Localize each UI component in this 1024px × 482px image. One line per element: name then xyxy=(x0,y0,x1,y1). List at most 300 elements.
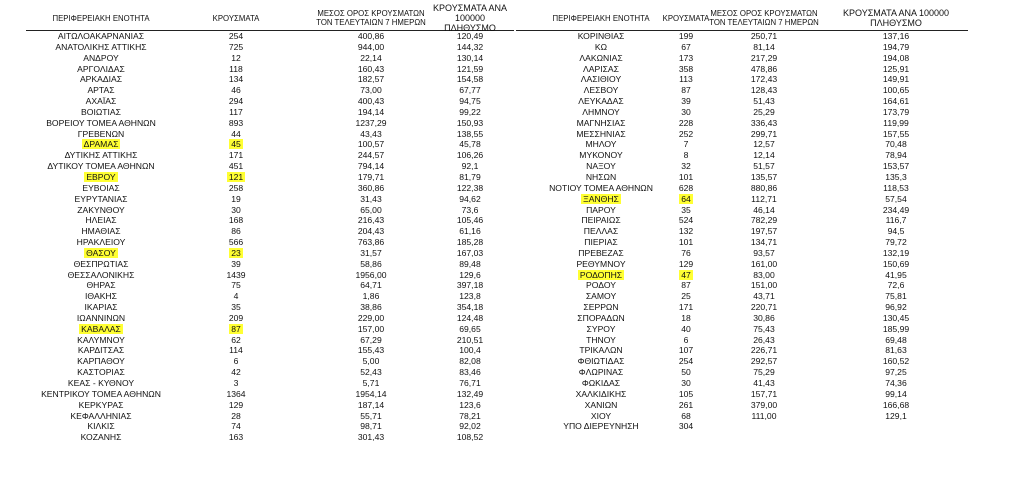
avg7-cell-text: 782,29 xyxy=(750,215,778,226)
cases-cell xyxy=(206,85,266,96)
table-row xyxy=(26,161,514,172)
region-cell-text: ΕΥΒΟΙΑΣ xyxy=(82,182,120,193)
region-cell-text: ΝΑΞΟΥ xyxy=(586,161,616,172)
avg7-cell-text: 244,57 xyxy=(357,150,385,161)
avg7-cell xyxy=(316,421,426,432)
region-cell xyxy=(26,183,176,194)
region-cell-text: ΔΥΤΙΚΗΣ ΑΤΤΙΚΗΣ xyxy=(64,150,138,161)
per100k-cell-text: 97,25 xyxy=(885,367,907,378)
per100k-cell xyxy=(426,215,514,226)
table-row xyxy=(26,226,514,237)
avg7-cell xyxy=(704,74,824,85)
avg7-cell-text: 1954,14 xyxy=(355,388,387,399)
table-row xyxy=(516,53,968,64)
region-cell-text: ΚΑΛΥΜΝΟΥ xyxy=(77,334,125,345)
cases-cell-text: 566 xyxy=(228,237,244,248)
region-cell xyxy=(26,313,176,324)
table-row xyxy=(26,129,514,140)
region-cell xyxy=(26,74,176,85)
avg7-cell xyxy=(704,118,824,129)
avg7-cell xyxy=(316,74,426,85)
per100k-cell xyxy=(824,313,968,324)
region-cell-text: ΜΑΓΝΗΣΙΑΣ xyxy=(576,117,626,128)
region-cell-text: ΙΚΑΡΙΑΣ xyxy=(84,302,118,313)
avg7-cell xyxy=(704,31,824,42)
table-row xyxy=(516,183,968,194)
avg7-cell xyxy=(316,150,426,161)
per100k-cell-text: 118,53 xyxy=(883,182,909,193)
cases-cell xyxy=(206,378,266,389)
per100k-cell xyxy=(426,270,514,281)
table-row xyxy=(516,324,968,335)
region-cell-text: ΑΙΤΩΛΟΑΚΑΡΝΑΝΙΑΣ xyxy=(57,31,145,41)
per100k-cell xyxy=(426,129,514,140)
header-per100k-line2: ΠΛΗΘΥΣΜΟ xyxy=(444,23,496,33)
table-row xyxy=(516,129,968,140)
per100k-cell xyxy=(426,42,514,53)
avg7-cell xyxy=(704,129,824,140)
region-cell-text: ΚΕΦΑΛΛΗΝΙΑΣ xyxy=(70,410,132,421)
per100k-cell-text: 74,36 xyxy=(885,378,907,388)
per100k-cell xyxy=(426,183,514,194)
cases-cell-text: 30 xyxy=(231,204,241,215)
table-row xyxy=(26,313,514,324)
cases-cell-text: 134 xyxy=(228,74,244,85)
cases-cell-text: 75 xyxy=(231,280,241,291)
cases-cell xyxy=(206,324,266,335)
per100k-cell-text: 123,6 xyxy=(459,399,481,410)
region-cell-text: ΦΘΙΩΤΙΔΑΣ xyxy=(577,356,625,367)
avg7-cell-text: 880,86 xyxy=(750,182,778,193)
table-row xyxy=(26,183,514,194)
avg7-cell-text: 250,71 xyxy=(750,31,778,41)
avg7-cell xyxy=(704,389,824,400)
avg7-cell xyxy=(704,161,824,172)
region-cell-text: ΗΜΑΘΙΑΣ xyxy=(81,226,121,237)
right-table-body xyxy=(516,31,968,432)
left-table-body xyxy=(26,31,514,443)
per100k-cell-text: 185,28 xyxy=(456,237,484,248)
cases-cell-text: 67 xyxy=(681,41,691,52)
cases-cell xyxy=(206,226,266,237)
per100k-cell xyxy=(426,411,514,422)
per100k-cell xyxy=(824,345,968,356)
avg7-cell xyxy=(704,345,824,356)
region-cell-text: ΕΒΡΟΥ xyxy=(86,171,116,182)
table-row xyxy=(26,324,514,335)
avg7-cell xyxy=(316,31,426,42)
avg7-cell-text: 64,71 xyxy=(360,280,382,291)
region-cell-text: ΘΑΣΟΥ xyxy=(86,247,116,258)
avg7-cell xyxy=(316,172,426,183)
region-cell xyxy=(26,118,176,129)
cases-cell-text: 171 xyxy=(678,302,694,313)
per100k-cell-text: 72,6 xyxy=(887,280,905,291)
per100k-cell-text: 94,5 xyxy=(887,226,905,237)
cases-cell-text: 228 xyxy=(678,117,694,128)
avg7-cell xyxy=(316,389,426,400)
avg7-cell xyxy=(316,226,426,237)
avg7-cell xyxy=(316,161,426,172)
cases-cell-text: 87 xyxy=(231,323,241,334)
cases-cell-text: 168 xyxy=(228,215,244,226)
cases-cell-text: 451 xyxy=(228,161,244,172)
region-cell-text: ΣΥΡΟΥ xyxy=(586,323,616,334)
cases-cell-text: 45 xyxy=(231,139,241,150)
per100k-cell xyxy=(426,356,514,367)
per100k-cell xyxy=(426,335,514,346)
per100k-cell xyxy=(426,313,514,324)
per100k-cell-text: 354,18 xyxy=(456,302,484,313)
cases-cell-text: 32 xyxy=(681,161,691,172)
header-per100k xyxy=(426,3,514,33)
header-cases xyxy=(206,6,266,30)
table-row xyxy=(516,226,968,237)
per100k-cell xyxy=(426,118,514,129)
cases-cell-text: 19 xyxy=(231,193,241,204)
cases-cell xyxy=(206,302,266,313)
region-cell-text: ΒΟΙΩΤΙΑΣ xyxy=(81,106,121,117)
table-row xyxy=(26,31,514,42)
region-cell-text: ΧΑΛΚΙΔΙΚΗΣ xyxy=(575,388,627,399)
avg7-cell xyxy=(704,42,824,53)
region-cell xyxy=(26,205,176,216)
avg7-cell-text: 292,57 xyxy=(750,356,778,367)
per100k-cell-text: 167,03 xyxy=(456,247,484,258)
per100k-cell xyxy=(824,215,968,226)
table-row xyxy=(516,421,968,432)
avg7-cell xyxy=(316,291,426,302)
per100k-cell-text: 125,91 xyxy=(882,63,910,74)
table-row xyxy=(516,96,968,107)
per100k-cell-text: 92,02 xyxy=(459,421,481,432)
avg7-cell-text: 26,43 xyxy=(753,334,775,345)
cases-cell-text: 114 xyxy=(229,345,243,356)
per100k-cell xyxy=(426,432,514,443)
avg7-cell xyxy=(704,378,824,389)
avg7-cell-text: 179,71 xyxy=(357,171,385,182)
per100k-cell xyxy=(824,302,968,313)
per100k-cell-text: 78,94 xyxy=(885,150,907,161)
region-cell-text: ΜΗΛΟΥ xyxy=(585,139,617,150)
per100k-cell xyxy=(426,389,514,400)
avg7-cell-text: 194,14 xyxy=(357,106,385,117)
avg7-cell-text: 128,43 xyxy=(750,85,778,96)
header-per100k xyxy=(824,6,968,30)
region-cell xyxy=(26,356,176,367)
per100k-cell xyxy=(824,64,968,75)
region-cell-text: ΦΩΚΙΔΑΣ xyxy=(581,378,621,388)
table-row xyxy=(516,280,968,291)
per100k-cell-text: 121,59 xyxy=(456,63,484,74)
region-cell-text: ΡΟΔΟΠΗΣ xyxy=(579,269,623,280)
table-row xyxy=(26,389,514,400)
region-cell xyxy=(26,42,176,53)
per100k-cell-text: 75,81 xyxy=(885,291,907,302)
avg7-cell-text: 31,43 xyxy=(360,193,382,204)
avg7-cell-text: 229,00 xyxy=(357,312,385,323)
per100k-cell-text: 129,1 xyxy=(885,410,907,421)
per100k-cell-text: 67,77 xyxy=(459,85,481,96)
cases-cell-text: 39 xyxy=(231,258,241,269)
region-cell-text: ΚΕΡΚΥΡΑΣ xyxy=(78,399,124,410)
avg7-cell-text: 67,29 xyxy=(360,334,382,345)
avg7-cell xyxy=(316,356,426,367)
avg7-cell xyxy=(704,194,824,205)
per100k-cell xyxy=(426,31,514,42)
right-table xyxy=(516,6,968,432)
region-cell-text: ΚΑΡΔΙΤΣΑΣ xyxy=(77,345,125,356)
cases-cell-text: 101 xyxy=(678,237,694,248)
avg7-cell xyxy=(704,64,824,75)
per100k-cell-text: 132,19 xyxy=(882,247,910,258)
table-row xyxy=(516,302,968,313)
cases-cell xyxy=(206,389,266,400)
avg7-cell-text: 172,43 xyxy=(750,74,778,85)
avg7-cell xyxy=(316,42,426,53)
table-row xyxy=(26,172,514,183)
avg7-cell xyxy=(316,280,426,291)
per100k-cell-text: 234,49 xyxy=(882,204,910,215)
avg7-cell-text: 134,71 xyxy=(750,237,778,248)
table-row xyxy=(516,248,968,259)
per100k-cell xyxy=(824,421,968,432)
table-row xyxy=(516,291,968,302)
cases-cell-text: 68 xyxy=(681,410,691,421)
avg7-cell xyxy=(704,183,824,194)
per100k-cell-text: 106,26 xyxy=(456,150,484,161)
avg7-cell-text: 5,00 xyxy=(362,356,380,367)
avg7-cell-text: 763,86 xyxy=(357,237,385,248)
cases-cell xyxy=(206,356,266,367)
avg7-cell xyxy=(316,96,426,107)
cases-cell xyxy=(206,291,266,302)
per100k-cell xyxy=(426,161,514,172)
table-row xyxy=(26,400,514,411)
avg7-cell xyxy=(704,237,824,248)
per100k-cell-text: 78,21 xyxy=(459,410,481,421)
avg7-cell-text: 43,71 xyxy=(753,291,775,302)
region-cell-text: ΜΕΣΣΗΝΙΑΣ xyxy=(576,128,626,139)
table-row xyxy=(26,42,514,53)
cases-cell-text: 87 xyxy=(681,280,691,291)
avg7-cell-text: 51,43 xyxy=(753,96,775,107)
per100k-cell xyxy=(824,400,968,411)
avg7-cell-text: 55,71 xyxy=(360,410,382,421)
per100k-cell xyxy=(824,194,968,205)
table-row xyxy=(26,291,514,302)
per100k-cell-text: 153,57 xyxy=(882,161,910,172)
region-cell-text: ΑΝΔΡΟΥ xyxy=(83,52,119,63)
region-cell-text: ΙΘΑΚΗΣ xyxy=(85,291,117,302)
table-row xyxy=(516,205,968,216)
region-cell xyxy=(26,129,176,140)
table-row xyxy=(26,139,514,150)
avg7-cell xyxy=(704,400,824,411)
per100k-cell xyxy=(426,378,514,389)
avg7-cell xyxy=(316,118,426,129)
table-row xyxy=(26,411,514,422)
table-row xyxy=(26,53,514,64)
region-cell xyxy=(26,280,176,291)
avg7-cell xyxy=(316,324,426,335)
region-cell xyxy=(26,215,176,226)
region-cell-text: ΛΑΡΙΣΑΣ xyxy=(583,63,619,74)
per100k-cell-text: 154,58 xyxy=(456,74,484,85)
avg7-cell xyxy=(316,85,426,96)
per100k-cell-text: 89,48 xyxy=(459,258,481,269)
cases-cell-text: 3 xyxy=(233,378,239,388)
region-cell-text: ΚΑΣΤΟΡΙΑΣ xyxy=(77,367,125,378)
cases-cell xyxy=(206,107,266,118)
avg7-cell xyxy=(316,302,426,313)
table-row xyxy=(516,118,968,129)
avg7-cell-text: 478,86 xyxy=(750,63,778,74)
region-cell-text: ΗΡΑΚΛΕΙΟΥ xyxy=(76,237,126,248)
header-avg7-line1: ΜΕΣΟΣ ΟΡΟΣ ΚΡΟΥΣΜΑΤΩΝ xyxy=(317,9,425,18)
region-cell-text: ΔΥΤΙΚΟΥ ΤΟΜΕΑ ΑΘΗΝΩΝ xyxy=(47,161,155,172)
avg7-cell xyxy=(704,248,824,259)
region-cell xyxy=(26,291,176,302)
cases-cell-text: 294 xyxy=(228,96,244,107)
per100k-cell-text: 116,7 xyxy=(885,215,907,226)
avg7-cell xyxy=(704,421,824,432)
per100k-cell xyxy=(426,367,514,378)
avg7-cell xyxy=(316,335,426,346)
table-row xyxy=(516,161,968,172)
cases-cell-text: 524 xyxy=(678,215,694,226)
region-cell xyxy=(26,421,176,432)
region-cell xyxy=(26,335,176,346)
avg7-cell-text: 400,43 xyxy=(357,96,385,107)
cases-cell xyxy=(206,248,266,259)
avg7-cell xyxy=(316,139,426,150)
region-cell xyxy=(26,85,176,96)
cases-cell xyxy=(206,411,266,422)
per100k-cell-text: 397,18 xyxy=(456,280,484,291)
region-cell-text: ΘΕΣΣΑΛΟΝΙΚΗΣ xyxy=(67,269,135,280)
per100k-cell-text: 79,72 xyxy=(885,237,907,248)
cases-cell-text: 7 xyxy=(683,139,689,150)
per100k-cell xyxy=(426,107,514,118)
cases-cell-text: 209 xyxy=(228,312,244,323)
table-row xyxy=(516,400,968,411)
table-row xyxy=(516,259,968,270)
cases-cell xyxy=(206,367,266,378)
region-cell-text: ΚΟΡΙΝΘΙΑΣ xyxy=(577,31,625,41)
avg7-cell-text: 43,43 xyxy=(360,128,382,139)
per100k-cell-text: 61,16 xyxy=(459,226,481,237)
header-avg7-line2: ΤΟΝ ΤΕΛΕΥΤΑΙΩΝ 7 ΗΜΕΡΩΝ xyxy=(709,18,819,27)
per100k-cell-text: 92,1 xyxy=(461,161,479,172)
region-cell-text: ΒΟΡΕΙΟΥ ΤΟΜΕΑ ΑΘΗΝΩΝ xyxy=(46,117,156,128)
per100k-cell xyxy=(426,74,514,85)
avg7-cell-text: 12,57 xyxy=(753,139,775,150)
per100k-cell xyxy=(824,31,968,42)
table-row xyxy=(26,421,514,432)
cases-cell-text: 118 xyxy=(229,63,243,74)
cases-cell-text: 4 xyxy=(233,291,239,302)
region-cell-text: ΣΠΟΡΑΔΩΝ xyxy=(577,312,625,323)
cases-cell-text: 129 xyxy=(678,258,694,269)
header-per100k-line1: ΚΡΟΥΣΜΑΤΑ ΑΝΑ 100000 xyxy=(843,8,949,18)
avg7-cell xyxy=(316,248,426,259)
avg7-cell xyxy=(316,237,426,248)
cases-cell-text: 258 xyxy=(228,182,244,193)
per100k-cell xyxy=(824,118,968,129)
region-cell xyxy=(26,194,176,205)
per100k-cell-text: 99,14 xyxy=(885,388,907,399)
region-cell-text: ΝΗΣΩΝ xyxy=(585,171,617,182)
table-row xyxy=(26,378,514,389)
cases-cell-text: 171 xyxy=(228,150,244,161)
avg7-cell-text: 217,29 xyxy=(750,52,778,63)
region-cell xyxy=(26,367,176,378)
avg7-cell xyxy=(704,215,824,226)
avg7-cell-text: 155,43 xyxy=(357,345,385,356)
table-row xyxy=(516,85,968,96)
avg7-cell xyxy=(316,53,426,64)
per100k-cell-text: 132,49 xyxy=(456,388,484,399)
cases-cell xyxy=(206,96,266,107)
per100k-cell xyxy=(426,64,514,75)
table-row xyxy=(516,172,968,183)
avg7-cell-text: 220,71 xyxy=(750,302,778,313)
table-row xyxy=(516,367,968,378)
per100k-cell xyxy=(824,107,968,118)
avg7-cell xyxy=(704,53,824,64)
avg7-cell-text: 187,14 xyxy=(357,399,385,410)
region-cell xyxy=(26,150,176,161)
avg7-cell-text: 400,86 xyxy=(357,31,385,41)
cases-cell-text: 86 xyxy=(231,226,241,237)
avg7-cell xyxy=(704,313,824,324)
avg7-cell xyxy=(704,270,824,281)
table-row xyxy=(26,215,514,226)
avg7-cell xyxy=(316,215,426,226)
per100k-cell xyxy=(824,356,968,367)
table-row xyxy=(26,64,514,75)
avg7-cell-text: 182,57 xyxy=(357,74,385,85)
per100k-cell-text: 149,91 xyxy=(882,74,910,85)
cases-cell xyxy=(206,259,266,270)
table-row xyxy=(26,248,514,259)
per100k-cell xyxy=(824,259,968,270)
cases-cell-text: 6 xyxy=(683,334,689,345)
header-avg7 xyxy=(316,6,426,30)
region-cell-text: ΛΕΣΒΟΥ xyxy=(583,85,619,96)
region-cell xyxy=(26,248,176,259)
cases-cell xyxy=(206,345,266,356)
region-cell xyxy=(26,270,176,281)
avg7-cell-text: 81,14 xyxy=(753,41,775,52)
region-cell-text: ΑΧΑΪΑΣ xyxy=(85,96,117,107)
per100k-cell xyxy=(426,400,514,411)
per100k-cell-text: 160,52 xyxy=(882,356,910,367)
per100k-cell xyxy=(824,139,968,150)
region-cell-text: ΘΕΣΠΡΩΤΙΑΣ xyxy=(73,258,129,269)
avg7-cell-text: 111,00 xyxy=(751,410,777,421)
per100k-cell-text: 83,46 xyxy=(459,367,481,378)
avg7-cell-text: 161,00 xyxy=(750,258,778,269)
avg7-cell-text: 944,00 xyxy=(357,41,385,52)
cases-cell-text: 28 xyxy=(231,410,241,421)
cases-cell-text: 893 xyxy=(228,117,244,128)
cases-cell xyxy=(206,237,266,248)
avg7-cell-text: 12,14 xyxy=(753,150,775,161)
cases-cell-text: 18 xyxy=(681,312,691,323)
table-row xyxy=(516,237,968,248)
